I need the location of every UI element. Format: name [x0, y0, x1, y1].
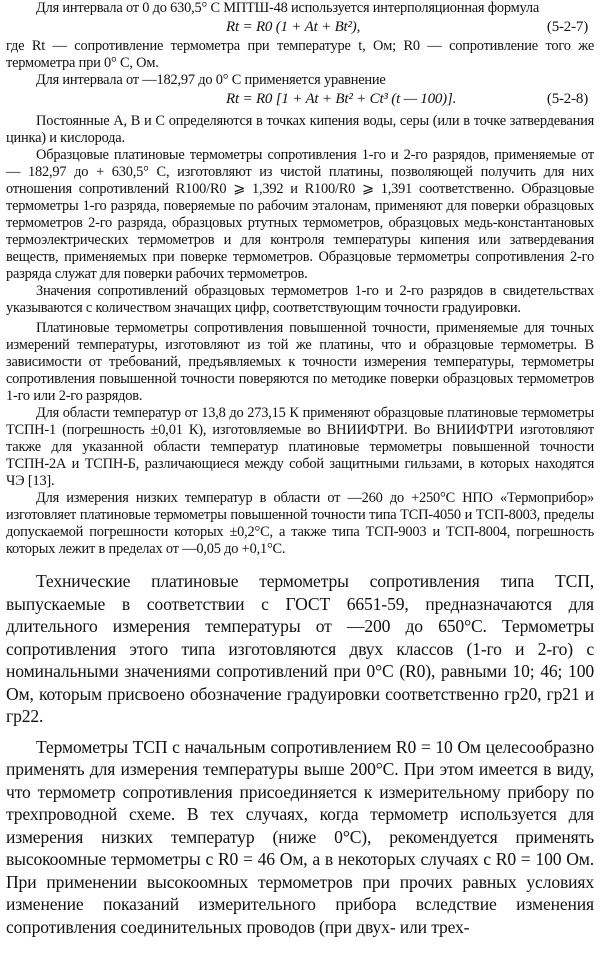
paragraph-tsp-r0: Термометры ТСП с начальным сопротивлением R0 = 10 Ом целесообразно применять для измерения температуры выше 200°С. При этом имеется в виду, что термометр сопротивления присоединяется к измерительному прибору по трехпроводной схеме. В тех случаях, когда термометр используется для измерения низких температур (ниже 0°С), рекомендуется применять высокоомные термометры с R0 = 46 Ом, а в некоторых случаях с R0 = 100 Ом. При применении высокоомных термометров при прочих равных условиях изменение показаний измерительного прибора вследствие изменения сопротивления соединительных проводов (при двух- или трех- — [6, 736, 594, 937]
formula-5-2-7 — [6, 17, 594, 38]
paragraph-reference-thermometers: Образцовые платиновые термометры сопротивления 1-го и 2-го разрядов, применяемые от — 182,97 до + 630,5° С, изготовляют из чистой платины, позволяющей получить для них отношения сопротивлений R100/R0 ⩾ 1,392 и R100/R0 ⩾ 1,391 соответственно. Образцовые термометры 1-го разряда, поверяемые по рабочим эталонам, применяют для поверки образцовых термометров 2-го разряда, образцовых ртутных термометров, образцовых медь-константановых термоэлектрических термометров и для контроля температуры кипения или затвердевания веществ, применяемых при поверке термометров. Образцовые термометры сопротивления 2-го разряда служат для поверки рабочих термометров. — [6, 147, 594, 282]
paragraph-high-precision: Платиновые термометры сопротивления повышенной точности, применяемые для точных измерений температуры, изготовляют из той же платины, что и образцовые термометры. В зависимости от требований, предъявляемых к точности измерения температуры, термометры сопротивления повышенной точности поверяются по методике поверки образцовых термометров 1-го или 2-го разрядов. — [6, 320, 594, 404]
formula-expression: Rt = R0 [1 + At + Bt² + Ct³ (t — 100)]. — [226, 91, 457, 107]
paragraph-low-temperature-range: Для области температур от 13,8 до 273,15 К применяют образцовые платиновые термометры ТСПН-1 (погрешность ±0,01 К), изготовляемые во ВНИИФТРИ. Во ВНИИФТРИ изготовляют также для указанной области температур платиновые термометры повышенной точности ТСПН-2А и ТСПН-Б, различающиеся между собой защитными гильзами, в которых находятся ЧЭ [13]. — [6, 405, 594, 489]
paragraph-certificates: Значения сопротивлений образцовых термометров 1-го и 2-го разрядов в свидетельствах указываются с количеством значащих цифр, соответствующим точности градуировки. — [6, 283, 594, 316]
formula-number: (5-2-7) — [546, 19, 588, 35]
formula-expression: Rt = R0 (1 + At + Bt²), — [226, 19, 361, 35]
paragraph-intro: Для интервала от 0 до 630,5° С МПТШ-48 используется интерполяционная формула — [36, 0, 540, 16]
paragraph-interval: Для интервала от —182,97 до 0° С применяется уравнение — [36, 72, 386, 88]
paragraph-definitions: где Rt — сопротивление термометра при температуре t, Ом; R0 — сопротивление того же термометра при 0° С, Ом. — [6, 38, 594, 71]
paragraph-technical-tsp: Технические платиновые термометры сопротивления типа ТСП, выпускаемые в соответствии с ГОСТ 6651-59, предназначаются для длительного измерения температуры от —200 до 650°С. Термометры сопротивления этого типа изготовляются двух классов (1-го и 2-го) с номинальными значениями сопротивлений при 0°С (R0), равными 10; 46; 100 Ом, которым присвоено обозначение градуировки соответственно гр20, гр21 и гр22. — [6, 571, 594, 726]
paragraph-termopribor: Для измерения низких температур в области от —260 до +250°С НПО «Термоприбор» изготовляет платиновые термометры повышенной точности типа ТСП-4050 и ТСП-8003, пределы допускаемой погрешности которых ±0,2°С, а также типа ТСП-9003 и ТСП-8004, погрешность которых лежит в пределах от —0,05 до +0,1°С. — [6, 490, 594, 557]
formula-5-2-8 — [6, 89, 594, 110]
formula-number: (5-2-8) — [546, 91, 588, 107]
paragraph-constants: Постоянные A, B и C определяются в точках кипения воды, серы (или в точке затвердевания цинка) и кислорода. — [6, 113, 594, 146]
